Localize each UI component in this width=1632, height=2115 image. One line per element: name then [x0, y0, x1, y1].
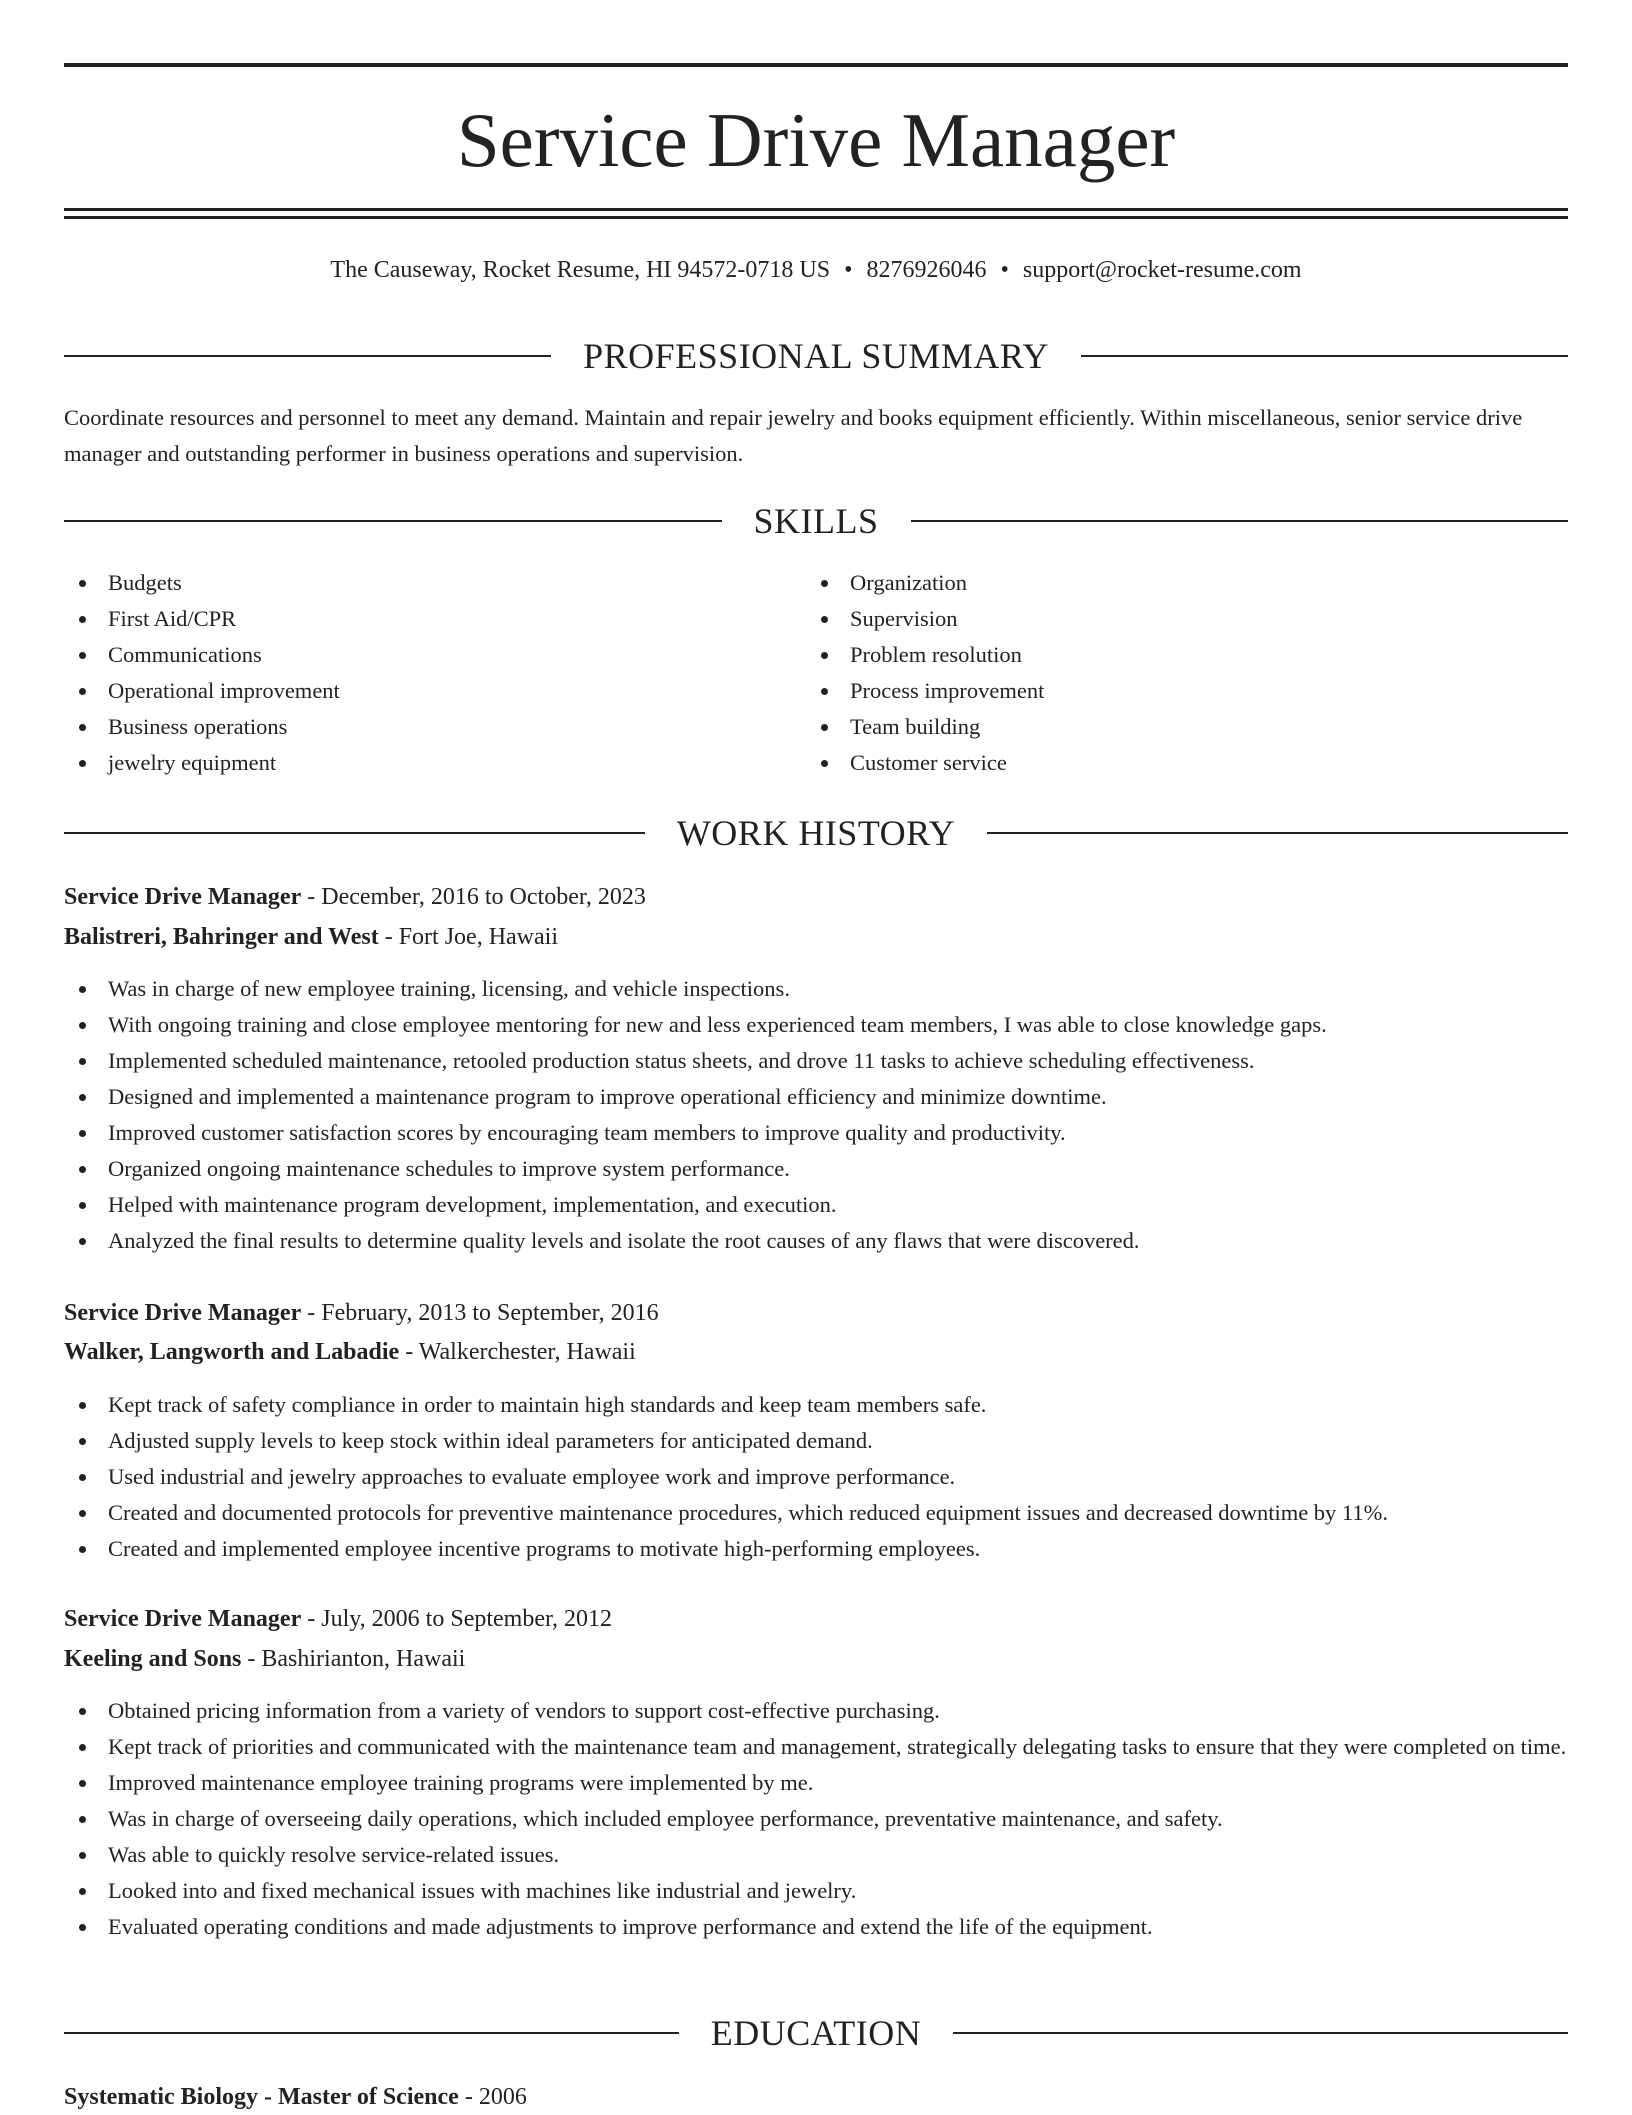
job-title: Service Drive Manager — [64, 1300, 302, 1326]
job-title: Service Drive Manager — [64, 884, 302, 910]
heading-rule-right — [953, 2032, 1568, 2034]
heading-rule-right — [1081, 355, 1568, 357]
skill-item: First Aid/CPR — [64, 601, 764, 637]
job-title-line — [64, 879, 1568, 915]
job-duty: Created and implemented employee incentive programs to motivate high-performing employees. — [64, 1531, 1568, 1567]
header-double-rule — [64, 208, 1568, 219]
job-duties-list — [64, 1387, 1568, 1567]
education-entry — [64, 2079, 1568, 2115]
header-top-rule — [64, 63, 1568, 67]
contact-phone: 8276926046 — [866, 257, 987, 283]
job-duty: Evaluated operating conditions and made adjustments to improve performance and extend the life of the equipment. — [64, 1909, 1568, 1945]
job-company: Keeling and Sons — [64, 1646, 242, 1672]
skill-item: Organization — [806, 565, 1506, 601]
job-duties-list — [64, 971, 1568, 1259]
heading-rule-left — [64, 2032, 679, 2034]
education-field: Systematic Biology — [64, 2084, 258, 2110]
job-duty: Used industrial and jewelry approaches to evaluate employee work and improve performance. — [64, 1459, 1568, 1495]
job-duty: Was in charge of overseeing daily operations, which included employee performance, preventative maintenance, and safety. — [64, 1801, 1568, 1837]
job-duty: Helped with maintenance program development, implementation, and execution. — [64, 1187, 1568, 1223]
job-duty: Designed and implemented a maintenance program to improve operational efficiency and minimize downtime. — [64, 1079, 1568, 1115]
education-year: 2006 — [478, 2084, 527, 2110]
job-company-line — [64, 1334, 1568, 1370]
skill-item: Communications — [64, 637, 764, 673]
dash: - — [301, 1300, 322, 1326]
job-company: Balistreri, Bahringer and West — [64, 924, 379, 950]
job-title-line — [64, 1601, 1568, 1637]
heading-rule-right — [911, 520, 1569, 522]
skill-item: Customer service — [806, 745, 1506, 781]
skill-item: Budgets — [64, 565, 764, 601]
job-company: Walker, Langworth and Labadie — [64, 1339, 400, 1365]
skill-item: Operational improvement — [64, 673, 764, 709]
skills-column-right — [806, 565, 1506, 781]
job-duty: Organized ongoing maintenance schedules to improve system performance. — [64, 1151, 1568, 1187]
skill-item: Team building — [806, 709, 1506, 745]
summary-text: Coordinate resources and personnel to meet any demand. Maintain and repair jewelry and books equipment efficiently. Within miscellaneous, senior service drive manager and outstanding performer in business operations and supervision. — [64, 405, 1523, 466]
heading-rule-left — [64, 355, 551, 357]
dash: - — [241, 1646, 262, 1672]
heading-rule-left — [64, 520, 722, 522]
job-duty: Kept track of priorities and communicated with the maintenance team and management, strategically delegating tasks to ensure that they were completed on time. — [64, 1729, 1568, 1765]
skill-item: Problem resolution — [806, 637, 1506, 673]
job-duty: Was in charge of new employee training, licensing, and vehicle inspections. — [64, 971, 1568, 1007]
job-duty: With ongoing training and close employee mentoring for new and less experienced team members, I was able to close knowledge gaps. — [64, 1007, 1568, 1043]
dash: - — [458, 2084, 479, 2110]
job-duty: Created and documented protocols for preventive maintenance procedures, which reduced equipment issues and decreased downtime by 11%. — [64, 1495, 1568, 1531]
job-duty: Kept track of safety compliance in order to maintain high standards and keep team members safe. — [64, 1387, 1568, 1423]
section-heading-label: EDUCATION — [710, 2013, 922, 2053]
section-heading-work-history — [64, 811, 1568, 855]
job-company-line — [64, 1641, 1568, 1677]
job-duties-list — [64, 1693, 1568, 1945]
dash: - — [257, 2084, 278, 2110]
job-dates: July, 2006 to September, 2012 — [321, 1606, 613, 1632]
section-heading-label: SKILLS — [753, 501, 879, 541]
section-heading-label: WORK HISTORY — [676, 813, 956, 853]
resume-title: Service Drive Manager — [456, 97, 1176, 183]
skill-item: Business operations — [64, 709, 764, 745]
heading-rule-left — [64, 832, 645, 834]
job-duty: Adjusted supply levels to keep stock within ideal parameters for anticipated demand. — [64, 1423, 1568, 1459]
section-heading-education — [64, 2011, 1568, 2055]
contact-line — [64, 254, 1568, 286]
job-duty: Improved customer satisfaction scores by encouraging team members to improve quality and productivity. — [64, 1115, 1568, 1151]
job-duty: Improved maintenance employee training programs were implemented by me. — [64, 1765, 1568, 1801]
skill-item: Process improvement — [806, 673, 1506, 709]
job-duty: Looked into and fixed mechanical issues with machines like industrial and jewelry. — [64, 1873, 1568, 1909]
job-duty: Analyzed the final results to determine quality levels and isolate the root causes of any flaws that were discovered. — [64, 1223, 1568, 1259]
skills-list-left — [64, 565, 764, 781]
skills-list-right — [806, 565, 1506, 781]
skills-column-left — [64, 565, 764, 781]
dash: - — [378, 924, 399, 950]
job-duty: Was able to quickly resolve service-related issues. — [64, 1837, 1568, 1873]
contact-email: support@rocket-resume.com — [1022, 257, 1302, 283]
skill-item: jewelry equipment — [64, 745, 764, 781]
section-heading-label: PROFESSIONAL SUMMARY — [583, 336, 1049, 376]
contact-separator: • — [1000, 257, 1009, 283]
heading-rule-right — [987, 832, 1568, 834]
job-title: Service Drive Manager — [64, 1606, 302, 1632]
job-title-line — [64, 1295, 1568, 1331]
job-location: Walkerchester, Hawaii — [418, 1339, 636, 1365]
job-dates: December, 2016 to October, 2023 — [321, 884, 646, 910]
section-heading-skills — [64, 499, 1568, 543]
education-degree: Master of Science — [277, 2084, 459, 2110]
job-duty: Implemented scheduled maintenance, retooled production status sheets, and drove 11 tasks to achieve scheduling effectiveness. — [64, 1043, 1568, 1079]
section-heading-summary — [64, 334, 1568, 378]
job-duty: Obtained pricing information from a variety of vendors to support cost-effective purchasing. — [64, 1693, 1568, 1729]
job-dates: February, 2013 to September, 2016 — [321, 1300, 659, 1326]
skill-item: Supervision — [806, 601, 1506, 637]
job-company-line — [64, 919, 1568, 955]
contact-separator: • — [844, 257, 853, 283]
dash: - — [399, 1339, 419, 1365]
job-location: Fort Joe, Hawaii — [398, 924, 558, 950]
dash: - — [301, 1606, 322, 1632]
contact-address: The Causeway, Rocket Resume, HI 94572-0718 US — [330, 257, 831, 283]
dash: - — [301, 884, 322, 910]
job-location: Bashirianton, Hawaii — [261, 1646, 466, 1672]
